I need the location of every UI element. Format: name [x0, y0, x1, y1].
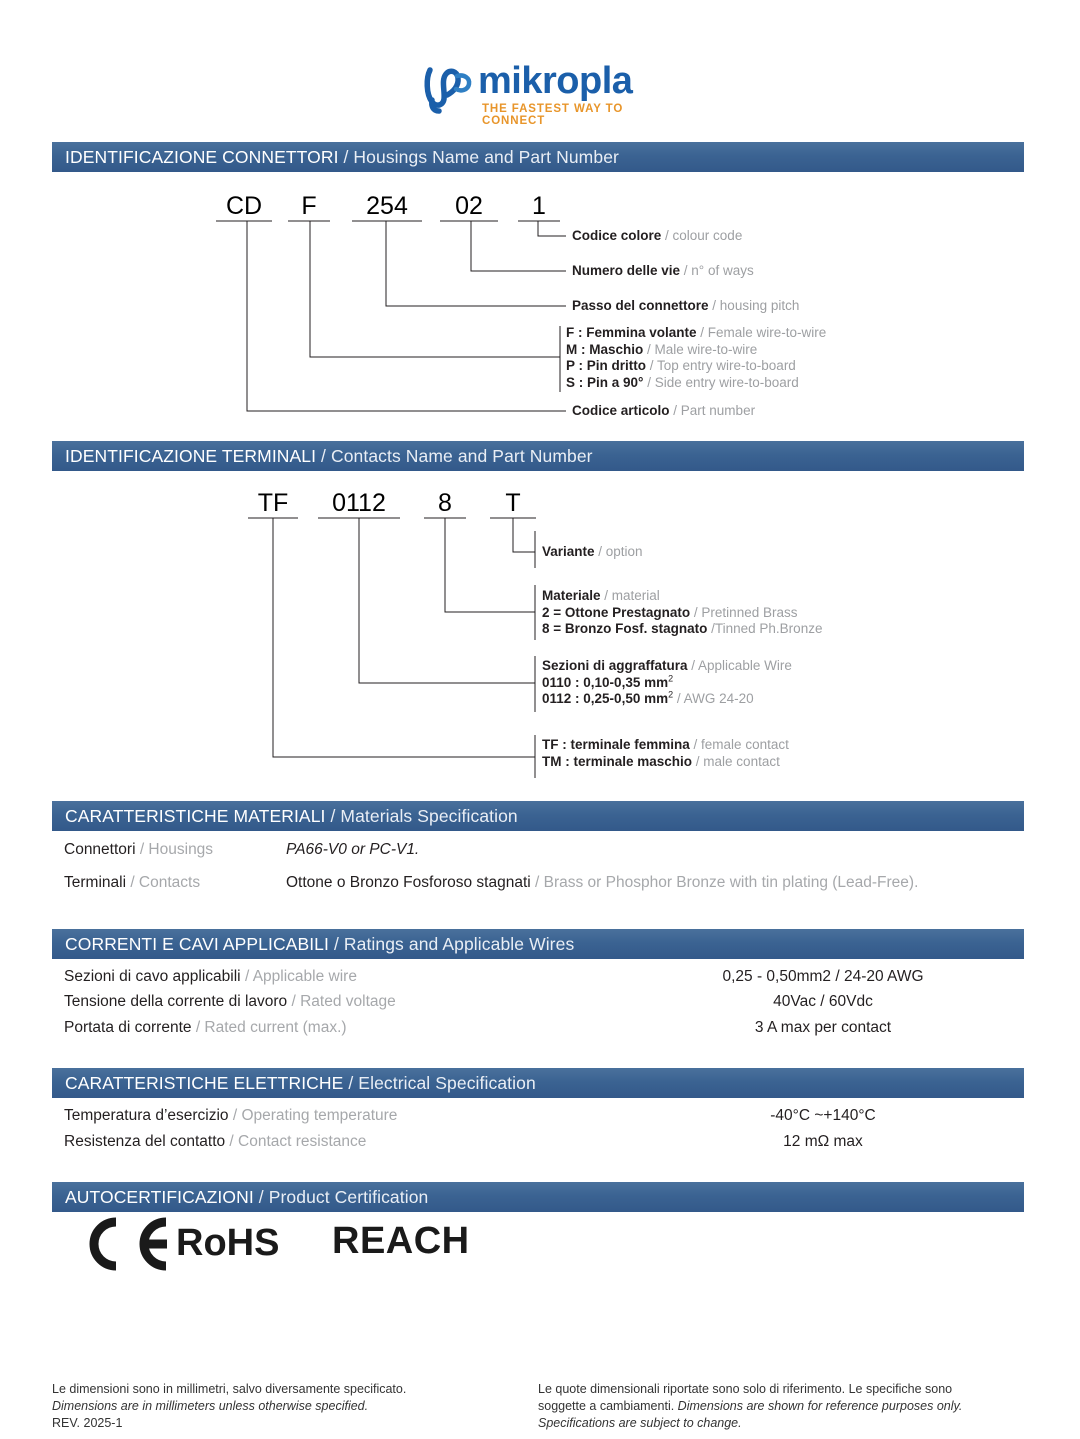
footer-right-line3: Specifications are subject to change.	[538, 1416, 742, 1430]
callout-tf-it: TF : terminale femmina	[542, 737, 690, 752]
label-en: / Rated current (max.)	[191, 1019, 347, 1036]
callout-tf	[542, 737, 789, 754]
callout-part-number	[572, 403, 755, 420]
callout-type-p	[566, 358, 826, 375]
section-title-it: CARATTERISTICHE ELETTRICHE	[65, 1073, 344, 1093]
electrical-row-value: 12 mΩ max	[783, 1133, 863, 1150]
electrical-row-label	[64, 1133, 366, 1151]
callout-option-en: / option	[594, 544, 643, 559]
label-en: / Contacts	[126, 874, 201, 891]
footer-left-line1: Le dimensioni sono in millimetri, salvo diversamente specificato.	[52, 1382, 407, 1396]
label-en: / Applicable wire	[240, 968, 357, 985]
ratings-row-label	[64, 968, 357, 986]
callout-colour-code-en: / colour code	[661, 228, 743, 243]
callout-type-m	[566, 342, 826, 359]
callout-wire-en: / Applicable Wire	[687, 658, 792, 673]
materials-row-label	[64, 874, 200, 892]
callout-ways-it: Numero delle vie	[572, 263, 681, 278]
tn-field-3: T	[505, 489, 521, 517]
logo-tagline: THE FASTEST WAY TO CONNECT	[482, 103, 624, 127]
label-en: / Rated voltage	[287, 993, 396, 1010]
callout-colour-code-it: Codice colore	[572, 228, 662, 243]
footer-right	[538, 1381, 1030, 1432]
tn-field-1: 0112	[332, 489, 386, 517]
section-title-it: IDENTIFICAZIONE CONNETTORI	[65, 147, 339, 167]
pn-field-1: F	[301, 192, 317, 220]
callout-type-s-en: / Side entry wire-to-board	[643, 374, 799, 390]
section-header-contacts	[52, 441, 1024, 471]
callout-colour-code	[572, 228, 742, 245]
section-title-en: / Materials Specification	[325, 806, 518, 826]
callout-terminal-types	[542, 737, 789, 770]
label-it: Sezioni di cavo applicabili	[64, 968, 241, 985]
callout-types	[566, 325, 826, 391]
pn-field-0: CD	[225, 192, 263, 220]
callout-part-number-it: Codice articolo	[572, 403, 670, 418]
footer-left-line2: Dimensions are in millimeters unless otherwise specified.	[52, 1399, 369, 1413]
section-header-housings	[52, 142, 1024, 172]
callout-material-en: / material	[600, 588, 660, 603]
label-it: Connettori	[64, 841, 136, 858]
section-header-certification	[52, 1182, 1024, 1212]
callout-ways	[572, 263, 754, 280]
callout-wire-0110-text: 0110 : 0,10-0,35 mm	[542, 674, 669, 690]
materials-row-value	[286, 874, 918, 892]
label-it: Terminali	[64, 874, 127, 891]
company-logo	[420, 58, 680, 127]
ratings-row-value: 3 A max per contact	[754, 1019, 892, 1036]
ratings-row-value: 40Vac / 60Vdc	[773, 993, 873, 1010]
tn-field-0: TF	[257, 489, 289, 517]
section-title-it: IDENTIFICAZIONE TERMINALI	[65, 446, 317, 466]
ratings-row-label	[64, 993, 396, 1011]
tn-field-2: 8	[438, 489, 452, 517]
section-header-materials	[52, 801, 1024, 831]
callout-material	[542, 588, 822, 638]
callout-part-number-en: / Part number	[669, 403, 756, 418]
rohs-mark: RoHS	[176, 1222, 280, 1264]
reach-mark: REACH	[332, 1220, 470, 1262]
section-title-en: / Ratings and Applicable Wires	[328, 934, 575, 954]
materials-row-value	[286, 841, 419, 859]
ratings-row-value: 0,25 - 0,50mm2 / 24-20 AWG	[722, 968, 924, 985]
callout-pitch-it: Passo del connettore	[572, 298, 709, 313]
callout-type-f	[566, 325, 826, 342]
callout-option	[542, 544, 643, 561]
label-it: Portata di corrente	[64, 1019, 192, 1036]
callout-option-it: Variante	[542, 544, 595, 559]
callout-material-it: Materiale	[542, 588, 601, 603]
callout-type-f-en: / Female wire-to-wire	[696, 325, 827, 340]
pn-field-3: 02	[455, 192, 483, 220]
section-header-ratings	[52, 929, 1024, 959]
callout-tm-en: / male contact	[692, 753, 780, 769]
section-title-en: / Electrical Specification	[343, 1073, 536, 1093]
callout-wire-0110	[542, 675, 792, 692]
value-en: / Brass or Phosphor Bronze with tin plating (Lead-Free).	[530, 874, 919, 891]
callout-tm-it: TM : terminale maschio	[542, 753, 693, 769]
mikropla-symbol-icon	[420, 64, 476, 114]
callout-pitch-en: / housing pitch	[708, 298, 800, 313]
callout-material-2-it: 2 = Ottone Prestagnato	[542, 604, 691, 620]
callout-pitch	[572, 298, 799, 315]
callout-material-2-en: / Pretinned Brass	[690, 604, 798, 620]
callout-type-p-en: / Top entry wire-to-board	[646, 358, 796, 373]
callout-tm	[542, 754, 789, 771]
label-it: Temperatura d’esercizio	[64, 1107, 229, 1124]
callout-wire-0112-en: / AWG 24-20	[673, 691, 754, 706]
ce-mark-icon	[82, 1216, 172, 1272]
callout-material-8-it: 8 = Bronzo Fosf. stagnato	[542, 621, 708, 636]
materials-row-label	[64, 841, 213, 859]
callout-tf-en: / female contact	[689, 737, 789, 752]
footer-left-line3: REV. 2025-1	[52, 1416, 123, 1430]
callout-type-s-it: S : Pin a 90°	[566, 374, 644, 390]
label-it: Resistenza del contatto	[64, 1133, 226, 1150]
label-it: Tensione della corrente di lavoro	[64, 993, 288, 1010]
callout-material-2	[542, 605, 822, 622]
pn-field-4: 1	[532, 192, 546, 220]
callout-wire-head	[542, 658, 792, 675]
section-title-it: CORRENTI E CAVI APPLICABILI	[65, 934, 329, 954]
callout-material-8	[542, 621, 822, 638]
electrical-row-value: -40°C ~+140°C	[770, 1107, 876, 1124]
section-title-en: / Product Certification	[253, 1187, 429, 1207]
callout-type-f-it: F : Femmina volante	[566, 325, 697, 340]
section-title-it: CARATTERISTICHE MATERIALI	[65, 806, 326, 826]
callout-type-p-it: P : Pin dritto	[566, 358, 646, 373]
footer-right-line2b: Dimensions are shown for reference purposes only.	[677, 1399, 963, 1413]
callout-ways-en: / n° of ways	[680, 263, 754, 278]
pn-field-2: 254	[366, 192, 408, 220]
callout-wire-sections	[542, 658, 792, 708]
logo-wordmark: mikropla	[478, 60, 633, 102]
callout-wire-0110-sup: 2	[668, 673, 674, 683]
footer-right-line2a: soggette a cambiamenti.	[538, 1399, 678, 1413]
section-header-electrical	[52, 1068, 1024, 1098]
callout-wire-0112-sup: 2	[668, 689, 674, 700]
footer-left	[52, 1381, 522, 1432]
callout-wire-it: Sezioni di aggraffatura	[542, 658, 688, 673]
callout-wire-0112-text: 0112 : 0,25-0,50 mm	[542, 691, 669, 706]
callout-type-m-en: / Male wire-to-wire	[643, 341, 758, 357]
label-en: / Contact resistance	[225, 1133, 367, 1150]
label-en: / Housings	[135, 841, 214, 858]
label-en: / Operating temperature	[228, 1107, 398, 1124]
callout-wire-0112	[542, 691, 792, 708]
section-title-en: / Contacts Name and Part Number	[316, 446, 593, 466]
callout-material-8-en: /Tinned Ph.Bronze	[707, 621, 823, 636]
callout-type-s	[566, 375, 826, 392]
value-it: PA66-V0 or PC-V1.	[286, 841, 420, 858]
value-it: Ottone o Bronzo Fosforoso stagnati	[286, 874, 531, 891]
electrical-row-label	[64, 1107, 397, 1125]
callout-material-head	[542, 588, 822, 605]
section-title-en: / Housings Name and Part Number	[338, 147, 619, 167]
ratings-row-label	[64, 1019, 347, 1037]
section-title-it: AUTOCERTIFICAZIONI	[65, 1187, 254, 1207]
footer-right-line1: Le quote dimensionali riportate sono solo di riferimento. Le specifiche sono	[538, 1382, 953, 1396]
callout-type-m-it: M : Maschio	[566, 341, 644, 357]
